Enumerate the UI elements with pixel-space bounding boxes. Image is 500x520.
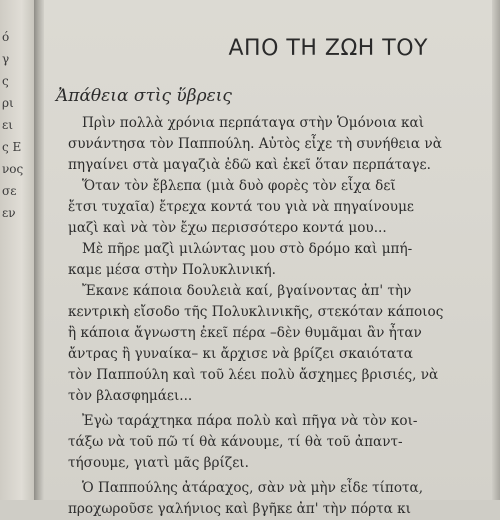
text-line: τάξω νὰ τοῦ πῶ τί θὰ κάνουμε, τί θὰ τοῦ ἀπαντ- [68,434,403,450]
paragraph [68,411,468,474]
left-page-fragment: ει [2,118,13,132]
left-page-fragment: ς Ε [2,140,22,154]
paragraph [68,113,468,176]
text-line: τὸν Παππούλη καὶ τοῦ λέει πολὺ ἄσχημες βρισιές, νὰ [68,367,439,383]
text-line: τήσουμε, γιατὶ μᾶς βρίζει. [68,455,249,471]
section-title: Ἀπάθεια στὶς ὕβρεις [56,86,232,106]
text-line: προχωροῦσε γαλήνιος καὶ βγῆκε ἀπ' τὴν πόρτα κι [68,501,411,517]
left-page-fragment: εν [2,206,16,220]
left-page-fragment: σε [2,184,17,198]
text-line: Ἔκανε κάποια δουλειὰ καί, βγαίνοντας ἀπ' τὴν [82,283,412,299]
left-page-fragment: γ [2,52,10,66]
text-line: Ἐγὼ ταράχτηκα πάρα πολὺ καὶ πῆγα νὰ τὸν κοι- [82,413,418,429]
page-edge-shadow [492,0,500,500]
paragraph [68,478,468,520]
paragraph [68,281,468,407]
text-line: συνάντησα τὸν Παππούλη. Αὐτὸς εἶχε τὴ συνήθεια νὰ [68,136,442,152]
left-page-edge [0,0,36,500]
text-line: Πρὶν πολλὰ χρόνια περπάταγα στὴν Ὁμόνοια καὶ [82,115,425,131]
text-line: τὸν βλασφημάει... [68,388,193,404]
body-text [68,113,468,520]
left-page-fragment: νος [2,162,24,176]
text-line: Ὅταν τὸν ἔβλεπα (μιὰ δυὸ φορὲς τὸν εἶχα δεῖ [82,178,396,194]
text-line: ἄντρας ἢ γυναίκα– κι ἄρχισε νὰ βρίζει σκαιότατα [68,346,413,362]
text-line: μαζὶ καὶ νὰ τὸν ἔχω περισσότερο κοντά μου... [68,220,387,236]
left-page-fragment: ό [2,30,10,44]
chapter-title: ΑΠΟ ΤΗ ΖΩΗ ΤΟΥ [228,36,428,61]
text-line: πηγαίνει στὰ μαγαζιὰ ἐδῶ καὶ ἐκεῖ ὅταν περπάταγε. [68,157,431,173]
left-page-fragment: ς [2,74,9,88]
book-gutter [34,0,44,500]
text-line: Μὲ πῆρε μαζὶ μιλώντας μου στὸ δρόμο καὶ μπή- [82,241,413,257]
text-line: ἔτσι τυχαῖα) ἔτρεχα κοντά του γιὰ νὰ πηγαίνουμε [68,199,414,215]
text-line: Ὁ Παππούλης ἀτάραχος, σὰν νὰ μὴν εἶδε τίποτα, [82,480,424,496]
text-line: κεντρικὴ εἴσοδο τῆς Πολυκλινικῆς, στεκόταν κάποιος [68,304,444,320]
text-line: καμε μέσα στὴν Πολυκλινική. [68,262,276,278]
left-page-fragment: ρι [2,96,14,110]
paragraph [68,239,468,281]
text-line: ἢ κάποια ἄγνωστη ἐκεῖ πέρα –δὲν θυμᾶμαι ἂν ἦταν [68,325,422,341]
paragraph [68,176,468,239]
